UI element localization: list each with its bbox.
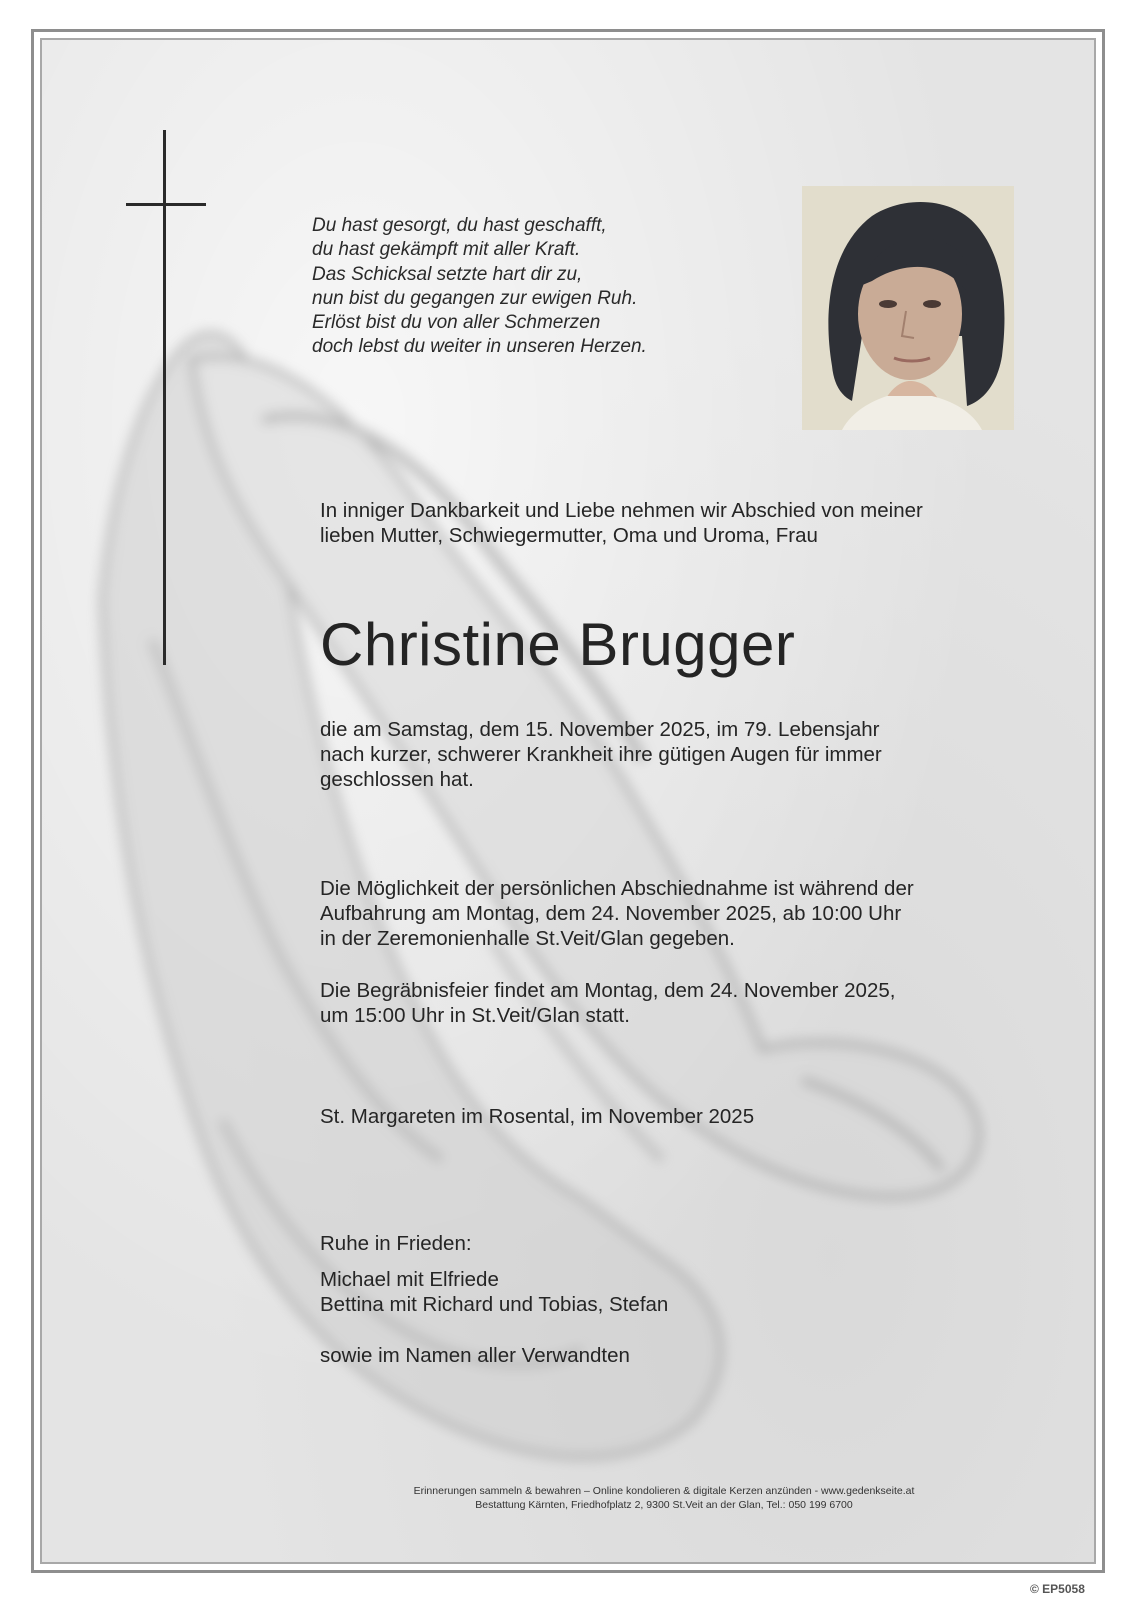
mourner-line: Bettina mit Richard und Tobias, Stefan [320, 1293, 669, 1316]
relatives-line: sowie im Namen aller Verwandten [320, 1344, 630, 1367]
viewing-info [320, 876, 914, 951]
mourners-list [320, 1267, 668, 1317]
poem-line: doch lebst du weiter in unseren Herzen. [312, 336, 647, 358]
mourners-heading: Ruhe in Frieden: [320, 1232, 472, 1255]
funeral-line: Die Begräbnisfeier findet am Montag, dem 24. November 2025, [320, 979, 896, 1002]
viewing-line: Aufbahrung am Montag, dem 24. November 2025, ab 10:00 Uhr [320, 902, 902, 925]
funeral-line: um 15:00 Uhr in St.Veit/Glan statt. [320, 1004, 630, 1027]
poem-line: du hast gekämpft mit aller Kraft. [312, 239, 581, 261]
footer-line: Erinnerungen sammeln & bewahren – Online kondolieren & digitale Kerzen anzünden - www.gedenkseite.at [413, 1485, 915, 1497]
footer [0, 1484, 1128, 1512]
cross-icon-crossbar [126, 203, 206, 206]
portrait-photo [802, 186, 1014, 430]
viewing-line: Die Möglichkeit der persönlichen Abschiednahme ist während der [320, 877, 914, 900]
footer-line: Bestattung Kärnten, Friedhofplatz 2, 9300 St.Veit an der Glan, Tel.: 050 199 6700 [475, 1499, 853, 1511]
poem-line: nun bist du gegangen zur ewigen Ruh. [312, 287, 638, 309]
poem [312, 214, 647, 360]
poem-line: Das Schicksal setzte hart dir zu, [312, 263, 583, 285]
cross-icon [163, 130, 166, 665]
funeral-info [320, 978, 895, 1028]
death-line: geschlossen hat. [320, 768, 474, 791]
poem-line: Du hast gesorgt, du hast geschafft, [312, 215, 607, 236]
death-notice [320, 717, 882, 792]
intro-line: lieben Mutter, Schwiegermutter, Oma und Uroma, Frau [320, 524, 818, 547]
intro-line: In inniger Dankbarkeit und Liebe nehmen wir Abschied von meiner [320, 499, 923, 522]
viewing-line: in der Zeremonienhalle St.Veit/Glan gegeben. [320, 927, 735, 950]
place-date: St. Margareten im Rosental, im November 2025 [320, 1105, 755, 1128]
copyright-label: © EP5058 [1030, 1582, 1085, 1596]
poem-line: Erlöst bist du von aller Schmerzen [312, 312, 601, 334]
mourner-line: Michael mit Elfriede [320, 1268, 499, 1291]
death-line: nach kurzer, schwerer Krankheit ihre gütigen Augen für immer [320, 743, 882, 766]
deceased-name: Christine Brugger [320, 611, 796, 678]
death-line: die am Samstag, dem 15. November 2025, im 79. Lebensjahr [320, 718, 880, 741]
intro-text [320, 498, 923, 548]
